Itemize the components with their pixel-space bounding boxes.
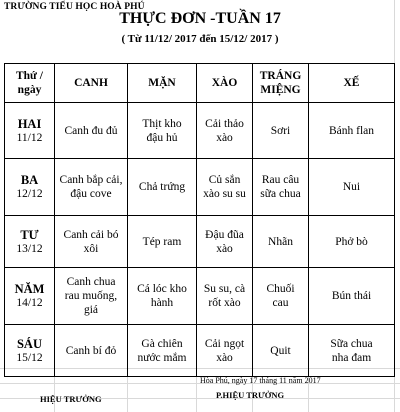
day-cell bbox=[5, 268, 55, 325]
day-date: 11/12 bbox=[16, 131, 43, 144]
day-date: 14/12 bbox=[16, 297, 43, 309]
table-row bbox=[5, 268, 395, 325]
dish-text: Chả trứng bbox=[138, 181, 186, 193]
menu-cell-man bbox=[128, 216, 197, 268]
dish-text: Đậu đũa bbox=[205, 228, 244, 241]
menu-cell-canh bbox=[55, 103, 128, 159]
header-canh: CANH bbox=[55, 64, 128, 103]
dish-text: Gà chiên bbox=[141, 337, 183, 350]
header-xe: XẾ bbox=[309, 64, 395, 103]
day-name: BA bbox=[20, 173, 39, 187]
menu-cell-xao bbox=[197, 159, 253, 216]
table-row bbox=[5, 216, 395, 268]
header-row bbox=[5, 64, 395, 103]
vice-principal-signature-label: P.HIỆU TRƯỞNG bbox=[216, 390, 285, 400]
menu-cell-xe bbox=[309, 268, 395, 325]
dish-text: Củ sắn bbox=[208, 174, 241, 186]
dish-text: Sơri bbox=[270, 124, 291, 137]
dish-text: xào bbox=[216, 131, 233, 144]
menu-cell-xao bbox=[197, 325, 253, 377]
menu-cell-trang-mieng bbox=[253, 268, 309, 325]
menu-cell-man bbox=[128, 103, 197, 159]
dish-text: Canh chua bbox=[66, 276, 116, 288]
day-name: TƯ bbox=[20, 227, 39, 242]
dish-text: Phở bò bbox=[335, 235, 368, 248]
day-name: HAI bbox=[17, 116, 42, 131]
day-date: 15/12 bbox=[16, 351, 43, 364]
dish-text: Quit bbox=[270, 344, 291, 357]
dish-text: giá bbox=[83, 304, 99, 316]
dish-text: Tép ram bbox=[142, 235, 182, 248]
menu-cell-trang-mieng bbox=[253, 216, 309, 268]
date-range: ( Từ 11/12/ 2017 đến 15/12/ 2017 ) bbox=[121, 33, 279, 45]
day-name: NĂM bbox=[14, 282, 45, 296]
header-day-line1: Thứ / bbox=[15, 70, 44, 82]
day-cell bbox=[5, 216, 55, 268]
dish-text: Canh đu đủ bbox=[64, 124, 118, 137]
menu-cell-xe bbox=[309, 159, 395, 216]
menu-cell-trang-mieng bbox=[253, 103, 309, 159]
menu-cell-trang-mieng bbox=[253, 159, 309, 216]
dish-text: Canh cải bó bbox=[63, 228, 119, 241]
header-trang-mieng-line1: TRÁNG bbox=[259, 70, 302, 82]
dish-text: Sữa chua bbox=[330, 337, 373, 350]
menu-body bbox=[5, 103, 395, 377]
menu-cell-man bbox=[128, 325, 197, 377]
day-date: 12/12 bbox=[16, 188, 43, 200]
menu-cell-man bbox=[128, 268, 197, 325]
table-row bbox=[5, 159, 395, 216]
footer-date-line: Hòa Phú, ngày 17 tháng 11 năm 2017 bbox=[200, 376, 321, 385]
dish-text: Cải thảo bbox=[205, 117, 244, 130]
dish-text: Nui bbox=[342, 181, 361, 193]
menu-cell-xe bbox=[309, 103, 395, 159]
menu-cell-canh bbox=[55, 159, 128, 216]
page-title: THỰC ĐƠN -TUẦN 17 bbox=[119, 10, 281, 27]
dish-text: đậu cove bbox=[70, 188, 112, 200]
day-date: 13/12 bbox=[16, 242, 43, 255]
dish-text: rau muống, bbox=[64, 290, 118, 302]
dish-text: Canh bắp cải, bbox=[59, 174, 123, 186]
header-day bbox=[5, 64, 55, 103]
menu-cell-canh bbox=[55, 216, 128, 268]
menu-cell-canh bbox=[55, 325, 128, 377]
dish-text: Cá lóc kho bbox=[137, 283, 187, 295]
dish-text: Su su, cà bbox=[203, 283, 246, 295]
dish-text: Cải ngọt bbox=[204, 337, 245, 350]
menu-cell-man bbox=[128, 159, 197, 216]
menu-cell-trang-mieng bbox=[253, 325, 309, 377]
menu-cell-canh bbox=[55, 268, 128, 325]
day-cell bbox=[5, 103, 55, 159]
dish-text: Bún thái bbox=[331, 290, 372, 302]
dish-text: đậu hủ bbox=[146, 131, 178, 144]
header-xao: XÀO bbox=[197, 64, 253, 103]
dish-text: Chuối bbox=[266, 283, 295, 295]
header-day-line2: ngày bbox=[17, 84, 42, 96]
dish-text: xào su su bbox=[203, 188, 246, 200]
menu-cell-xe bbox=[309, 216, 395, 268]
dish-text: rốt xào bbox=[208, 297, 241, 309]
dish-text: sữa chua bbox=[260, 188, 301, 200]
dish-text: Canh bí đỏ bbox=[65, 344, 117, 357]
table-row bbox=[5, 103, 395, 159]
dish-text: Thịt kho bbox=[142, 117, 182, 130]
school-name: TRƯỜNG TIỂU HỌC HOÀ PHÚ bbox=[4, 2, 145, 12]
principal-signature-label: HIỆU TRƯỞNG bbox=[40, 394, 102, 404]
menu-cell-xe bbox=[309, 325, 395, 377]
dish-text: xào bbox=[216, 242, 233, 255]
day-name: SÁU bbox=[16, 336, 42, 351]
dish-text: Rau câu bbox=[261, 174, 300, 186]
dish-text: Bánh flan bbox=[328, 124, 375, 137]
dish-text: Nhãn bbox=[268, 235, 293, 248]
header-trang-mieng-line2: MIỆNG bbox=[260, 84, 301, 96]
menu-cell-xao bbox=[197, 216, 253, 268]
dish-text: nước mắm bbox=[137, 351, 187, 364]
menu-cell-xao bbox=[197, 103, 253, 159]
dish-text: hành bbox=[150, 297, 174, 309]
menu-table bbox=[4, 63, 395, 377]
dish-text: xào bbox=[216, 351, 233, 364]
dish-text: cau bbox=[272, 297, 289, 309]
day-cell bbox=[5, 159, 55, 216]
dish-text: nha đam bbox=[331, 351, 372, 364]
dish-text: xôi bbox=[83, 242, 99, 255]
day-cell bbox=[5, 325, 55, 377]
header-trang-mieng bbox=[253, 64, 309, 103]
menu-cell-xao bbox=[197, 268, 253, 325]
table-row bbox=[5, 325, 395, 377]
header-man: MẶN bbox=[128, 64, 197, 103]
